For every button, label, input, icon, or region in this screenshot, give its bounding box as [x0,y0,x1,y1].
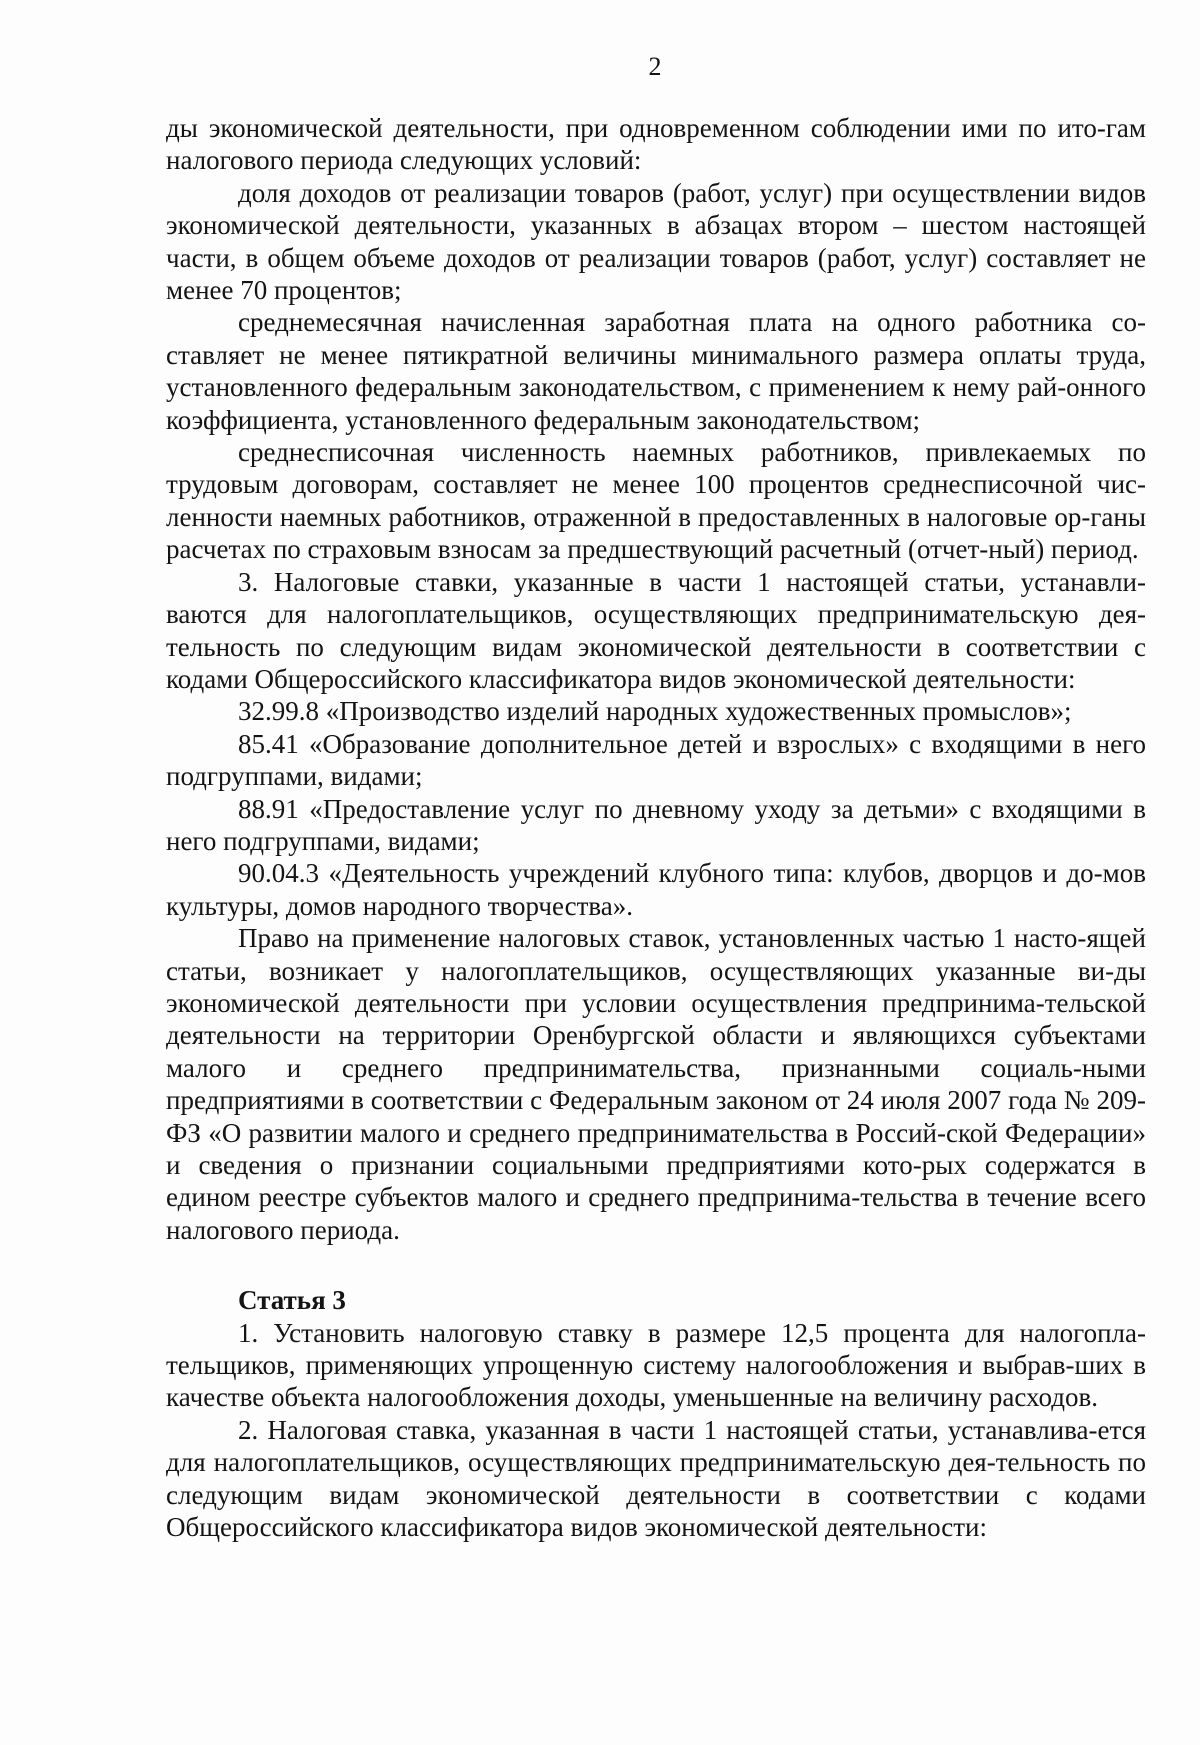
activity-code-32-99-8: 32.99.8 «Производство изделий народных художественных промыслов»; [238,696,1072,727]
article-3-clause-2: 2. Налоговая ставка, указанная в части 1 настоящей статьи, устанавлива-ется для налогоплательщиков, осуществляющих предпринимательскую дея-тельность по следующим видам экономической деятельности в соответствии с кодами Общероссийского классификатора видов экономической деятельности: [166,1414,1146,1543]
paragraph-continuation: ды экономической деятельности, при одновременном соблюдении ими по ито-гам налогового периода следующих условий: [166,113,1146,176]
activity-code-90-04-3: 90.04.3 «Деятельность учреждений клубного типа: клубов, дворцов и до-мов культуры, домов народного творчества». [166,858,1146,921]
activity-code-88-91: 88.91 «Предоставление услуг по дневному уходу за детьми» с входящими в него подгруппами, видами; [166,793,1146,856]
right-to-apply-rates: Право на применение налоговых ставок, установленных частью 1 насто-ящей статьи, возникает у налогоплательщиков, осуществляющих указанные ви-ды экономической деятельности при условии осуществления предпринима-тельской деятельности на территории Оренбургской области и являющихся субъектами малого и среднего предпринимательства, признанными социаль-ными предприятиями в соответствии с Федеральным законом от 24 июля 2007 года № 209-ФЗ «О развитии малого и среднего предпринимательства в Россий-ской Федерации» и сведения о признании социальными предприятиями кото-рых содержатся в едином реестре субъектов малого и среднего предпринима-тельства в течение всего налогового периода. [166,923,1146,1245]
condition-headcount: среднесписочная численность наемных работников, привлекаемых по трудовым договорам, составляет не менее 100 процентов среднесписочной чис-ленности наемных работников, отраженной в предоставленных в налоговые ор-ганы расчетах по страховым взносам за предшествующий расчетный (отчет-ный) период. [166,437,1146,565]
activity-code-85-41: 85.41 «Образование дополнительное детей и взрослых» с входящими в него подгруппами, видами; [166,728,1146,792]
clause-3: 3. Налоговые ставки, указанные в части 1 настоящей статьи, устанавли-ваются для налогоплательщиков, осуществляющих предпринимательскую дея-тельность по следующим видам экономической деятельности в соответствии с кодами Общероссийского классификатора видов экономической деятельности: [166,566,1146,694]
condition-average-salary: среднемесячная начисленная заработная плата на одного работника со-ставляет не менее пятикратной величины минимального размера оплаты труда, установленного федеральным законодательством, с применением к нему рай-онного коэффициента, установленного федеральным законодательством; [166,307,1146,435]
document-body [166,112,1146,1543]
article-3-clause-1: 1. Установить налоговую ставку в размере 12,5 процента для налогопла-тельщиков, применяющих упрощенную систему налогообложения и выбрав-ших в качестве объекта налогообложения доходы, уменьшенные на величину расходов. [166,1317,1146,1413]
article-3-heading: Статья 3 [238,1285,346,1316]
page-number: 2 [648,52,662,81]
condition-income-share: доля доходов от реализации товаров (работ, услуг) при осуществлении видов экономической деятельности, указанных в абзацах втором – шестом настоящей части, в общем объеме доходов от реализации товаров (работ, услуг) составляет не менее 70 процентов; [166,177,1146,306]
